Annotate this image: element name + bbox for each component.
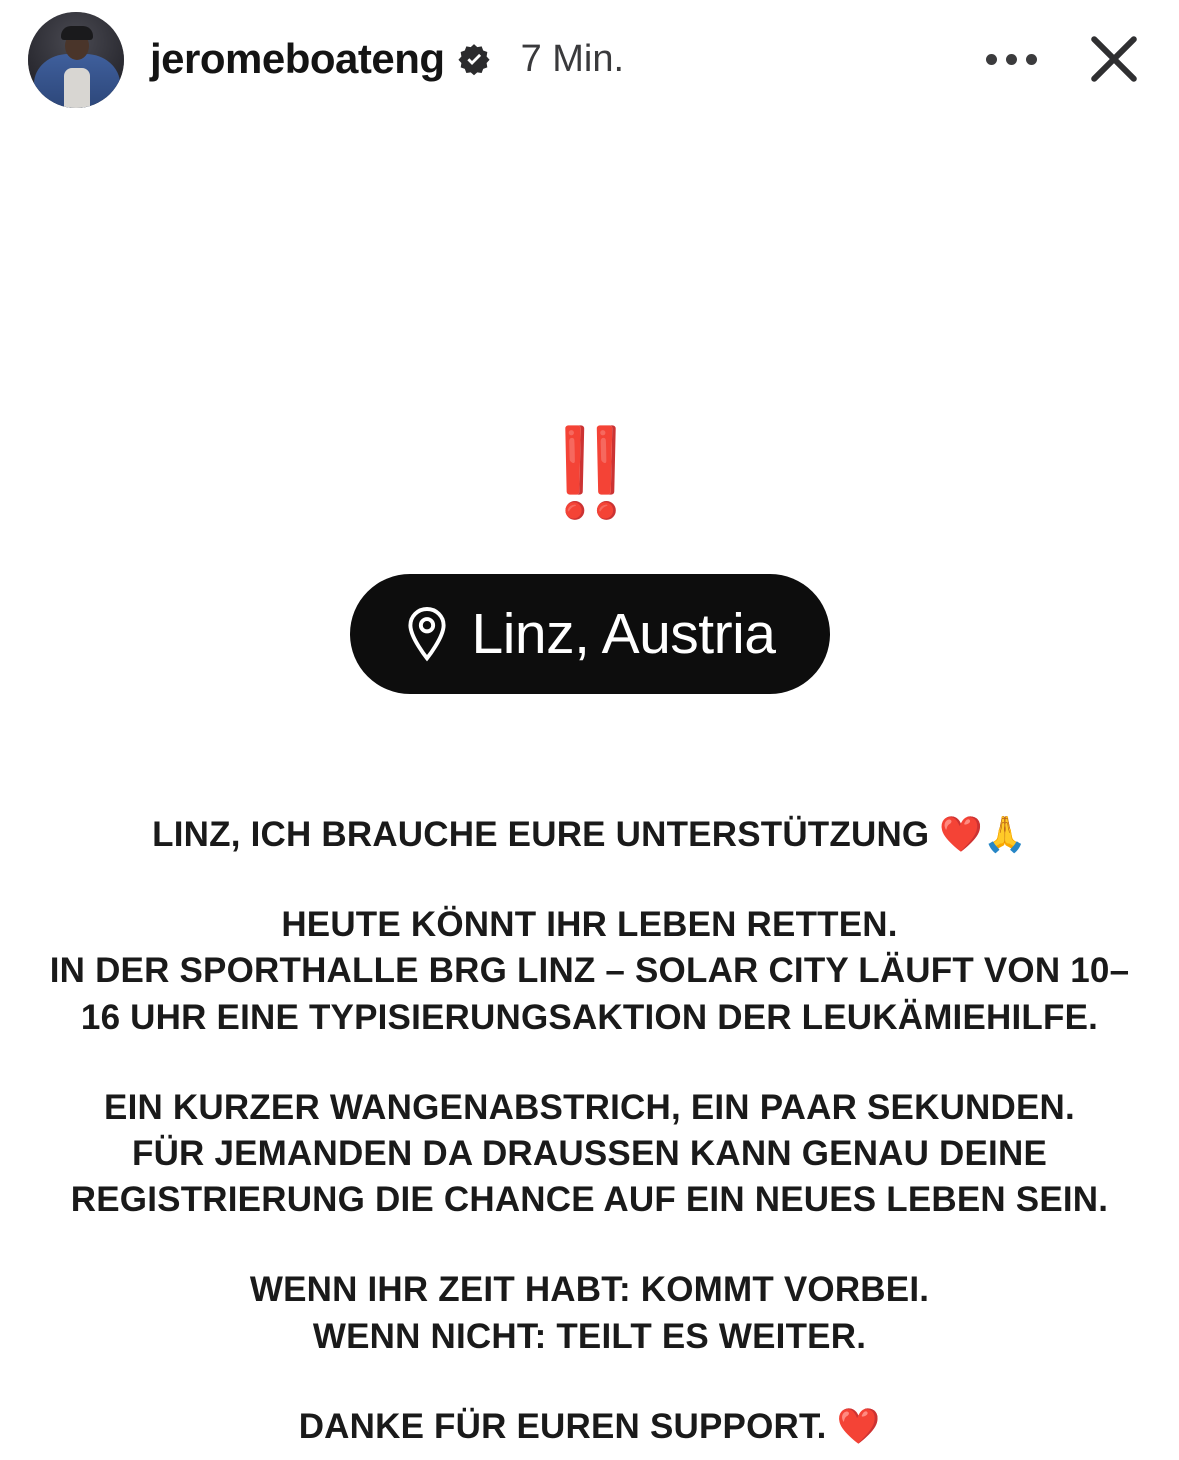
caption-line: LINZ, ICH BRAUCHE EURE UNTERSTÜTZUNG ❤️🙏 <box>152 815 1027 854</box>
more-dot <box>1006 54 1017 65</box>
caption-line: FÜR JEMANDEN DA DRAUSSEN KANN GENAU DEINE <box>131 1133 1048 1173</box>
story-header <box>0 0 1179 118</box>
close-icon[interactable] <box>1083 28 1145 90</box>
more-dot <box>1026 54 1037 65</box>
double-exclamation-icon: ‼️ <box>536 423 643 523</box>
caption-paragraph <box>0 1085 1179 1224</box>
location-sticker[interactable] <box>350 574 830 694</box>
story-caption <box>0 812 1179 1450</box>
verified-badge-icon <box>457 42 491 76</box>
more-options-icon[interactable] <box>986 54 1037 65</box>
username-label[interactable]: jeromeboateng <box>150 35 445 82</box>
caption-line: EIN KURZER WANGENABSTRICH, EIN PAAR SEKUNDEN. <box>104 1087 1075 1127</box>
story-timestamp: 7 Min. <box>520 37 625 80</box>
caption-line: DANKE FÜR EUREN SUPPORT. ❤️ <box>298 1406 881 1446</box>
caption-line: WENN IHR ZEIT HABT: KOMMT VORBEI. <box>249 1270 930 1310</box>
caption-line: IN DER SPORTHALLE BRG LINZ – SOLAR CITY LÄUFT VON 10– <box>49 951 1130 991</box>
caption-paragraph <box>0 812 1179 858</box>
avatar-shirt <box>64 68 90 108</box>
story-canvas <box>0 118 1179 1460</box>
avatar-cap <box>61 26 93 40</box>
caption-paragraph <box>0 1404 1179 1450</box>
location-label: Linz, Austria <box>471 602 776 666</box>
avatar[interactable] <box>28 12 124 108</box>
caption-line: WENN NICHT: TEILT ES WEITER. <box>312 1316 867 1356</box>
location-pin-icon <box>404 606 450 662</box>
caption-line: 16 UHR EINE TYPISIERUNGSAKTION DER LEUKÄMIEHILFE. <box>80 997 1099 1037</box>
caption-line: HEUTE KÖNNT IHR LEBEN RETTEN. <box>281 905 898 945</box>
caption-paragraph <box>0 902 1179 1041</box>
more-dot <box>986 54 997 65</box>
caption-line: REGISTRIERUNG DIE CHANCE AUF EIN NEUES LEBEN SEIN. <box>70 1180 1109 1220</box>
caption-paragraph <box>0 1267 1179 1359</box>
